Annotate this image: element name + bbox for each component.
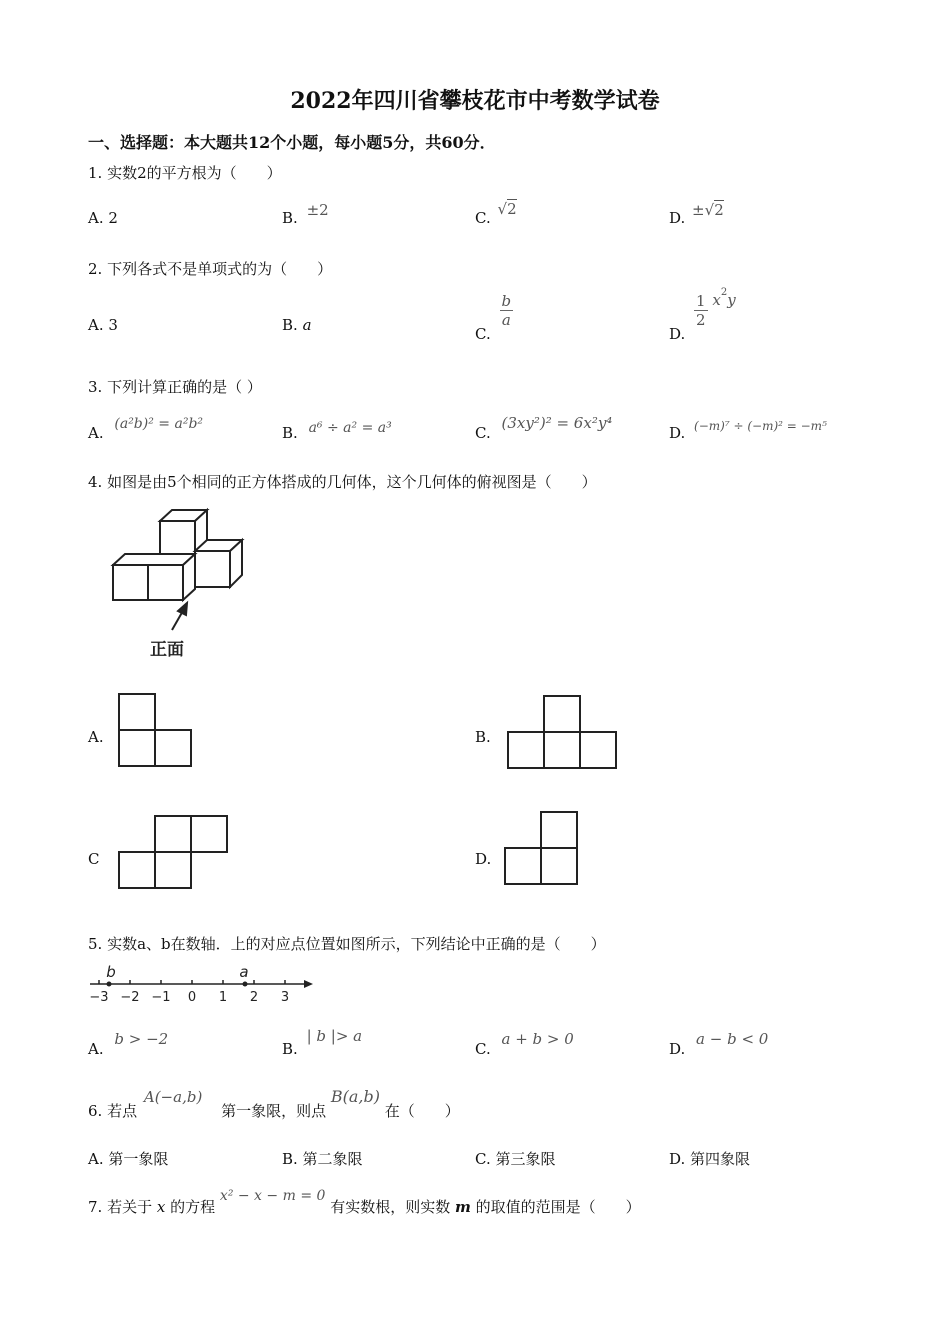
q6-stem (88, 1087, 460, 1121)
q3-option-b (282, 420, 392, 442)
front-arrow-icon (172, 603, 187, 630)
point-b-dot (107, 982, 112, 987)
q2-option-d-numerator: 1 (696, 292, 706, 310)
q6-stem-suffix: 在（ ） (384, 1102, 460, 1120)
q6-option-c: C. 第三象限 (475, 1150, 556, 1168)
q2-option-c (475, 292, 513, 343)
q2-option-b-label: B. (282, 316, 298, 334)
q5-option-d (669, 1030, 769, 1058)
page-title: 2022年四川省攀枝花市中考数学试卷 (290, 88, 660, 114)
q7-stem (88, 1188, 641, 1217)
q7-stem-mid1: 的方程 (170, 1198, 216, 1216)
q1-option-d (669, 201, 724, 227)
axis-tick-label: −3 (89, 990, 109, 1005)
q5-option-b-math: | b |> a (306, 1027, 363, 1045)
q3-option-d (669, 419, 827, 442)
q1-option-c-math: √2 (497, 200, 517, 218)
q5-option-c-label: C. (475, 1040, 491, 1058)
q4-option-b-label: B. (475, 728, 491, 746)
q5-option-c-math: a + b > 0 (501, 1030, 574, 1048)
axis-tick-label: −2 (120, 990, 140, 1005)
q4-stem: 4. 如图是由5个相同的正方体搭成的几何体，这个几何体的俯视图是（ ） (88, 473, 597, 491)
section-heading: 一、选择题：本大题共12个小题，每小题5分，共60分． (88, 133, 496, 152)
q7-stem-prefix: 7. 若关于 (88, 1198, 153, 1216)
q5-option-d-label: D. (669, 1040, 686, 1058)
q2-option-d-x: x (712, 290, 721, 309)
q1-option-c (475, 200, 517, 227)
q1-option-d-math: ±√2 (692, 201, 724, 219)
q1-option-a: A. 2 (88, 209, 118, 227)
q4-solid-figure (100, 505, 260, 665)
q3-option-c (475, 414, 613, 442)
q3-option-d-label: D. (669, 424, 686, 442)
q4-option-b-figure (505, 692, 620, 772)
q5-stem: 5. 实数a、b在数轴．上的对应点位置如图所示，下列结论中正确的是（ ） (88, 935, 606, 953)
number-line-arrow-icon (304, 980, 313, 988)
q2-option-d (669, 286, 736, 343)
q4-option-c-figure (115, 812, 233, 894)
q3-option-a (88, 416, 204, 442)
q5-option-a (88, 1030, 169, 1058)
point-a-dot (243, 982, 248, 987)
cube-bottom-left-front-face (113, 565, 148, 600)
q5-option-d-math: a − b < 0 (696, 1030, 769, 1048)
q2-option-c-numerator: b (501, 292, 512, 310)
cube-bottom-middle-front-face (148, 565, 183, 600)
q3-option-d-math: (−m)⁷ ÷ (−m)² = −m⁵ (694, 419, 827, 433)
q1-option-b-math: ±2 (306, 201, 329, 219)
axis-tick-label: 1 (218, 990, 228, 1005)
q3-stem: 3. 下列计算正确的是（ ） (88, 378, 262, 396)
q7-stem-suffix: 的取值的范围是（ ） (475, 1198, 641, 1216)
q7-var-x: x (156, 1198, 166, 1216)
q6-point-b: B(a,b) (330, 1087, 380, 1106)
q7-equation: x² − x − m = 0 (219, 1188, 326, 1204)
q5-option-a-label: A. (88, 1040, 104, 1058)
q7-var-m: m (454, 1198, 471, 1216)
axis-tick-label: 2 (249, 990, 259, 1005)
q5-option-b (282, 1027, 363, 1058)
q1-stem: 1. 实数2的平方根为（ ） (88, 164, 282, 182)
cube-bottom-top-face (113, 554, 195, 565)
q2-option-d-y: y (727, 290, 736, 309)
q6-stem-mid: 第一象限，则点 (221, 1102, 327, 1120)
q4-option-a-figure (115, 690, 197, 770)
q3-option-b-label: B. (282, 424, 298, 442)
q1-option-c-label: C. (475, 209, 491, 227)
q4-option-a-label: A. (88, 728, 104, 746)
point-b-label: b (106, 963, 116, 981)
q5-option-c (475, 1030, 574, 1058)
q1-option-c-radicand: 2 (507, 200, 517, 218)
axis-tick-label: 3 (280, 990, 290, 1005)
q1-option-d-label: D. (669, 209, 686, 227)
q3-option-c-math: (3xy²)² = 6x²y⁴ (501, 414, 613, 432)
front-label: 正面 (150, 640, 184, 660)
q2-option-b (282, 316, 312, 334)
q2-option-c-fraction (500, 292, 514, 329)
q2-option-d-exp: 2 (720, 286, 728, 298)
q4-option-c-label: C (88, 850, 100, 868)
point-a-label: a (239, 963, 249, 981)
q1-option-d-pm: ± (692, 201, 705, 219)
q3-option-c-label: C. (475, 424, 491, 442)
q6-stem-prefix: 6. 若点 (88, 1102, 138, 1120)
q4-option-d-label: D. (475, 850, 492, 868)
q6-option-a: A. 第一象限 (88, 1150, 169, 1168)
q5-option-b-label: B. (282, 1040, 298, 1058)
q6-option-d: D. 第四象限 (669, 1150, 751, 1168)
q2-option-c-denominator: a (501, 311, 511, 329)
q2-option-d-label: D. (669, 324, 686, 343)
q2-option-d-fraction (694, 292, 708, 329)
q1-option-d-radicand: 2 (714, 201, 724, 219)
q3-option-a-math: (a²b)² = a²b² (114, 416, 204, 432)
q1-option-b (282, 201, 329, 227)
q5-option-a-math: b > −2 (114, 1030, 169, 1048)
q2-option-c-label: C. (475, 324, 491, 343)
q2-option-d-denominator: 2 (696, 311, 706, 329)
cube-right-front-face (195, 551, 230, 587)
q2-option-a: A. 3 (88, 316, 118, 334)
axis-tick-label: 0 (187, 990, 197, 1005)
q2-stem: 2. 下列各式不是单项式的为（ ） (88, 260, 333, 278)
q6-option-b: B. 第二象限 (282, 1150, 363, 1168)
q2-option-b-math: a (302, 316, 312, 334)
q3-option-a-label: A. (88, 424, 104, 442)
q4-option-d-figure (503, 808, 583, 888)
q6-point-a: A(−a,b) (143, 1088, 203, 1106)
axis-tick-label: −1 (151, 990, 171, 1005)
cube-top-front-face (160, 521, 195, 557)
q5-number-line (85, 962, 320, 1008)
q1-option-b-label: B. (282, 209, 298, 227)
q7-stem-mid2: 有实数根，则实数 (330, 1198, 451, 1216)
q3-option-b-math: a⁶ ÷ a² = a³ (308, 420, 392, 436)
